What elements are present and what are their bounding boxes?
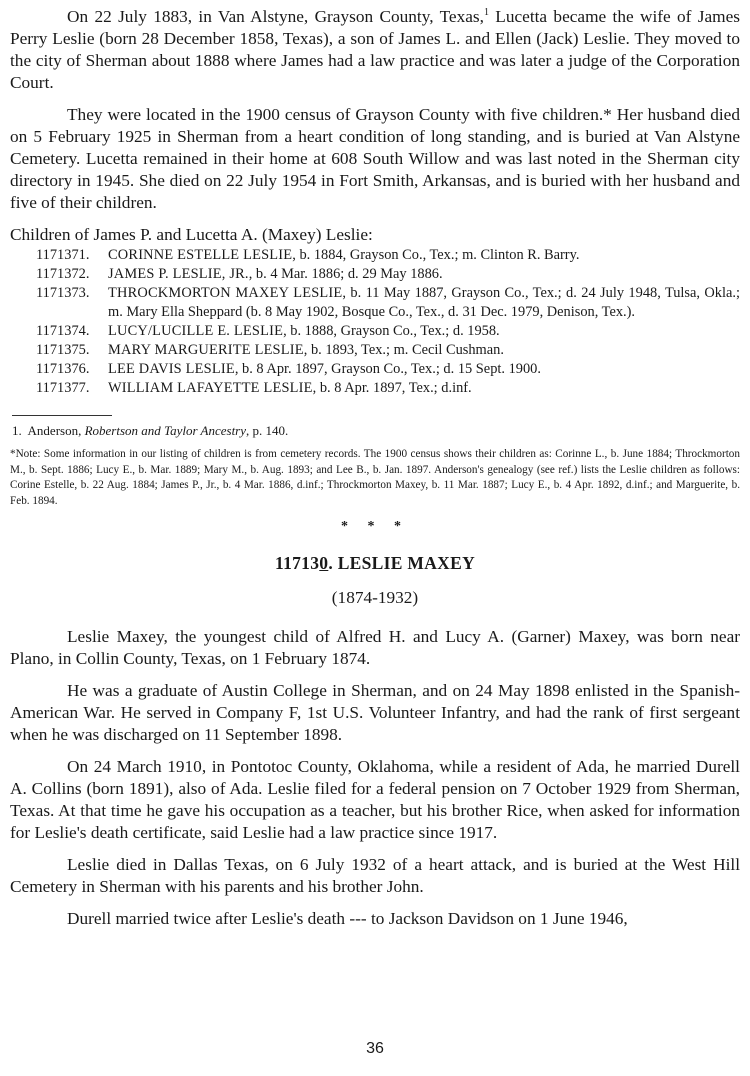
paragraph-marriage (10, 6, 740, 94)
child-entry (36, 360, 740, 379)
section-heading (10, 553, 740, 574)
child-details: , b. 11 May 1887, Grayson Co., Tex.; d. 24 July 1948, Tulsa, Okla.; m. Mary Ella Sheppard (b. 8 May 1902, Bosque Co., Tex., d. 31 Dec. 1979, Denison, Tex.). (108, 285, 740, 320)
footnote-author: Anderson, (27, 423, 85, 438)
footnote-number: 1. (12, 423, 22, 438)
child-number: 1171372. (36, 266, 90, 282)
page-number: 36 (366, 1040, 384, 1057)
child-number: 1171377. (36, 380, 90, 396)
child-number: 1171375. (36, 342, 90, 358)
children-list (10, 246, 740, 398)
child-entry (36, 341, 740, 360)
footnote-source-title: Robertson and Taylor Ancestry (84, 423, 247, 438)
section-title: . LESLIE MAXEY (328, 553, 476, 573)
section-dates: (1874-1932) (331, 588, 419, 607)
child-details: , b. 1888, Grayson Co., Tex.; d. 1958. (283, 323, 500, 339)
footnote (12, 422, 740, 439)
child-entry (36, 379, 740, 398)
child-name: WILLIAM LAFAYETTE LESLIE (108, 380, 313, 396)
footnote-divider (12, 415, 112, 416)
child-name: LUCY/LUCILLE E. LESLIE (108, 323, 284, 339)
document-page (10, 6, 740, 940)
footnote-page: , p. 140. (246, 423, 289, 438)
child-name: CORINNE ESTELLE LESLIE (108, 247, 293, 263)
paragraph-text: On 22 July 1883, in Van Alstyne, Grayson County, Texas, (67, 7, 484, 26)
footnote-marker[interactable]: 1 (483, 7, 489, 19)
child-name: THROCKMORTON MAXEY LESLIE (108, 285, 343, 301)
child-name: MARY MARGUERITE LESLIE (108, 342, 304, 358)
child-name: JAMES P. LESLIE, JR. (108, 266, 249, 282)
child-name: LEE DAVIS LESLIE (108, 361, 235, 377)
paragraph-marriage-pension: On 24 March 1910, in Pontotoc County, Oklahoma, while a resident of Ada, he married Durell A. Collins (born 1891), also of Ada. Leslie filed for a federal pension on 7 October 1929 from Sherman, Texas. At that time he gave his occupation as a teacher, but his brother Rice, when asked for information for Leslie's death certificate, said Leslie had a law practice since 1917. (10, 757, 740, 842)
child-entry (36, 322, 740, 341)
paragraph-birth: Leslie Maxey, the youngest child of Alfred H. and Lucy A. (Garner) Maxey, was born near Plano, in Collin County, Texas, on 1 February 1874. (10, 627, 740, 668)
child-entry (36, 246, 740, 265)
child-details: , b. 4 Mar. 1886; d. 29 May 1886. (248, 266, 443, 282)
child-number: 1171376. (36, 361, 90, 377)
paragraph-remarriage: Durell married twice after Leslie's death --- to Jackson Davidson on 1 June 1946, (67, 909, 628, 928)
child-details: , b. 8 Apr. 1897, Tex.; d.inf. (312, 380, 472, 396)
section-separator: * * * (341, 519, 409, 534)
paragraph-death: Leslie died in Dallas Texas, on 6 July 1932 of a heart attack, and is buried at the West Hill Cemetery in Sherman with his parents and his brother John. (10, 855, 740, 896)
paragraph-census: They were located in the 1900 census of Grayson County with five children.* Her husband died on 5 February 1925 in Sherman from a heart condition of long standing, and is buried at Van Alstyne Cemetery. Lucetta remained in their home at 608 South Willow and was last noted in the Sherman city directory in 1945. She died on 22 July 1954 in Fort Smith, Arkansas, and is buried with her husband and five of their children. (10, 105, 740, 212)
child-details: , b. 8 Apr. 1897, Grayson Co., Tex.; d. 15 Sept. 1900. (234, 361, 541, 377)
census-note: *Note: Some information in our listing of children is from cemetery records. The 1900 census shows their children as: Corinne L., b. June 1884; Throckmorton M., b. Sept. 1886; Lucy E., b. Mar. 1889; Mary M., b. Aug. 1893; and Lee B., b. Jan. 1897. Anderson's genealogy (see ref.) lists the Leslie children as follows: Corine Estelle, b. 22 Aug. 1884; James P., Jr., b. 4 Mar. 1886, d.inf.; Throckmorton Maxey, b. 11 Mar. 1887; Lucy E., b. 4 Apr. 1892, d.inf.; and Marguerite, b. Feb. 1894. (10, 448, 740, 507)
child-entry (36, 265, 740, 284)
children-heading: Children of James P. and Lucetta A. (Maxey) Leslie: (10, 225, 373, 244)
child-number: 1171374. (36, 323, 90, 339)
paragraph-education: He was a graduate of Austin College in Sherman, and on 24 May 1898 enlisted in the Spanish-American War. He served in Company F, 1st U.S. Volunteer Infantry, and had the rank of first sergeant when he was discharged on 11 September 1898. (10, 681, 740, 744)
child-details: , b. 1884, Grayson Co., Tex.; m. Clinton R. Barry. (292, 247, 580, 263)
child-details: , b. 1893, Tex.; m. Cecil Cushman. (303, 342, 504, 358)
child-entry (36, 284, 740, 322)
section-number-underlined: 0 (319, 553, 329, 573)
child-number: 1171371. (36, 247, 90, 263)
paragraph-text: Lucetta became the wife of James Perry Leslie (born 28 December 1858, Texas), a son of James L. and Ellen (Jack) Leslie. They moved to the city of Sherman about 1888 where James had a law practice and was later a judge of the Corporation Court. (10, 7, 740, 92)
section-number: 11713 (274, 553, 320, 573)
child-number: 1171373. (36, 285, 90, 301)
